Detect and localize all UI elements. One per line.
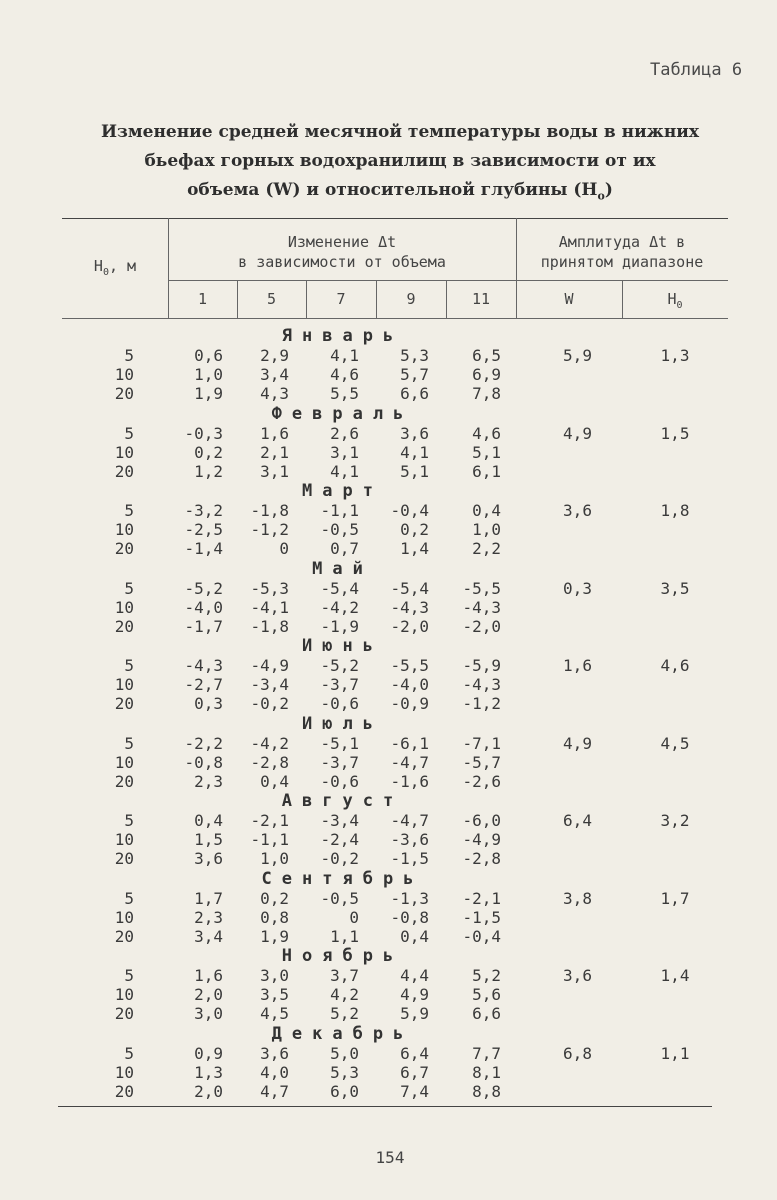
header-depth: $H_0$, м — [93, 257, 137, 278]
value-cell: -4,7 — [390, 811, 429, 830]
month-title: Август — [281, 791, 404, 811]
value-cell: -4,2 — [250, 733, 289, 753]
depth-cell: 5 — [124, 733, 134, 753]
value-cell: 4,3 — [260, 384, 289, 403]
amplitude-w-cell: 3,6 — [563, 966, 592, 985]
header-bottom-rule — [62, 318, 728, 319]
value-cell: -5,2 — [184, 578, 223, 598]
value-cell: -3,2 — [184, 501, 223, 520]
value-cell: -4,0 — [390, 675, 429, 694]
value-cell: -0,2 — [320, 849, 359, 868]
value-cell: 5,5 — [330, 384, 359, 403]
value-cell: 4,5 — [260, 1004, 289, 1023]
value-cell: 4,1 — [400, 442, 429, 462]
depth-cell: 20 — [114, 1004, 134, 1023]
value-cell: -1,8 — [250, 501, 289, 520]
value-cell: 0,4 — [194, 811, 223, 830]
header-mid-rule — [168, 280, 728, 281]
table-row — [0, 927, 777, 946]
month-title: Июнь — [302, 636, 383, 656]
value-cell: 0,9 — [194, 1043, 223, 1063]
value-cell: 3,4 — [194, 926, 223, 946]
value-cell: -7,1 — [462, 733, 501, 753]
table-row — [0, 598, 777, 617]
value-cell: 1,7 — [194, 888, 223, 908]
value-cell: -6,1 — [390, 733, 429, 753]
value-cell: -0,6 — [320, 771, 359, 791]
value-cell: 4,0 — [260, 1062, 289, 1082]
table-top-rule — [62, 218, 728, 219]
header-amp-w: W — [564, 290, 574, 308]
header-volume-11: 11 — [471, 290, 491, 308]
value-cell: 0,4 — [400, 926, 429, 946]
amplitude-h-cell: 1,8 — [660, 501, 690, 520]
value-cell: -3,4 — [250, 675, 289, 694]
depth-cell: 10 — [114, 520, 134, 539]
amplitude-h-cell: 1,5 — [660, 423, 690, 443]
value-cell: -4,2 — [320, 597, 359, 617]
value-cell: -5,5 — [390, 656, 429, 675]
value-cell: 6,6 — [472, 1004, 501, 1023]
value-cell: 2,9 — [260, 346, 289, 365]
value-cell: -0,6 — [320, 694, 359, 713]
value-cell: -5,2 — [320, 656, 359, 675]
depth-cell: 10 — [114, 1062, 134, 1082]
value-cell: 2,6 — [330, 423, 359, 443]
table-row — [0, 753, 777, 772]
page-number: 154 — [375, 1148, 405, 1167]
value-cell: 1,6 — [194, 966, 223, 985]
table-row — [0, 617, 777, 636]
value-cell: 2,1 — [260, 442, 289, 462]
value-cell: -2,5 — [184, 520, 223, 539]
value-cell: 0,8 — [260, 907, 289, 927]
value-cell: 3,0 — [194, 1004, 223, 1023]
amplitude-h-cell: 1,1 — [660, 1043, 690, 1063]
value-cell: 5,0 — [330, 1043, 359, 1063]
table-bottom-rule — [58, 1106, 712, 1107]
value-cell: 5,3 — [330, 1062, 359, 1082]
depth-cell: 20 — [114, 616, 134, 636]
value-cell: 0 — [279, 539, 289, 558]
table-row — [0, 849, 777, 868]
depth-cell: 20 — [114, 1081, 134, 1101]
value-cell: 2,0 — [194, 1081, 223, 1101]
value-cell: -1,3 — [390, 888, 429, 908]
depth-cell: 20 — [114, 926, 134, 946]
header-amp-h: $H_0$ — [667, 290, 683, 311]
value-cell: -0,8 — [184, 752, 223, 772]
value-cell: -2,1 — [250, 811, 289, 830]
value-cell: -2,1 — [462, 888, 501, 908]
value-cell: 3,6 — [194, 849, 223, 868]
value-cell: 8,8 — [472, 1081, 501, 1101]
amplitude-h-cell: 4,6 — [660, 656, 690, 675]
title-line-3: объема (W) и относительной глубины $(H_o)$ — [187, 180, 613, 203]
value-cell: -1,5 — [462, 907, 501, 927]
value-cell: 3,5 — [260, 985, 289, 1004]
value-cell: -3,7 — [320, 675, 359, 694]
depth-cell: 20 — [114, 461, 134, 481]
amplitude-h-cell: 1,3 — [660, 346, 690, 365]
value-cell: 6,6 — [400, 384, 429, 403]
header-volume-9: 9 — [406, 290, 416, 308]
value-cell: 6,4 — [400, 1043, 429, 1063]
value-cell: -1,2 — [250, 520, 289, 539]
depth-cell: 5 — [124, 966, 134, 985]
value-cell: -4,7 — [390, 752, 429, 772]
table-title — [70, 118, 730, 210]
value-cell: 1,0 — [260, 849, 289, 868]
amplitude-w-cell: 3,8 — [563, 888, 592, 908]
value-cell: 6,0 — [330, 1081, 359, 1101]
value-cell: -1,1 — [250, 830, 289, 849]
amplitude-w-cell: 4,9 — [563, 733, 592, 753]
value-cell: 1,6 — [260, 423, 289, 443]
table-row — [0, 675, 777, 694]
table-row — [0, 462, 777, 481]
month-title: Ноябрь — [281, 946, 404, 966]
value-cell: -4,9 — [250, 656, 289, 675]
value-cell: -3,7 — [320, 752, 359, 772]
value-cell: 6,1 — [472, 461, 501, 481]
value-cell: 4,7 — [260, 1081, 289, 1101]
value-cell: -0,3 — [184, 423, 223, 443]
value-cell: 3,1 — [330, 442, 359, 462]
value-cell: -4,9 — [462, 830, 501, 849]
amplitude-h-cell: 1,7 — [660, 888, 690, 908]
amplitude-w-cell: 1,6 — [563, 656, 592, 675]
month-title: Январь — [281, 326, 404, 346]
value-cell: 1,0 — [472, 520, 501, 539]
value-cell: 1,4 — [400, 539, 429, 558]
value-cell: 4,1 — [330, 346, 359, 365]
value-cell: -5,1 — [320, 733, 359, 753]
title-line-1: Изменение средней месячной температуры воды в нижних — [100, 122, 700, 142]
depth-cell: 5 — [124, 501, 134, 520]
value-cell: -2,7 — [184, 675, 223, 694]
value-cell: -1,9 — [320, 616, 359, 636]
depth-cell: 10 — [114, 830, 134, 849]
depth-cell: 20 — [114, 694, 134, 713]
value-cell: 7,8 — [472, 384, 501, 403]
value-cell: 0,7 — [330, 539, 359, 558]
depth-cell: 20 — [114, 849, 134, 868]
table-label: Таблица 6 — [650, 60, 743, 80]
value-cell: 5,2 — [330, 1004, 359, 1023]
table-row — [0, 520, 777, 539]
value-cell: 7,4 — [400, 1081, 429, 1101]
header-volume-1: 1 — [197, 290, 208, 308]
month-title: Февраль — [271, 403, 414, 424]
amplitude-h-cell: 1,4 — [660, 966, 690, 985]
value-cell: 3,6 — [260, 1043, 289, 1063]
amplitude-w-cell: 4,9 — [563, 423, 592, 443]
value-cell: 8,1 — [472, 1062, 501, 1082]
amplitude-w-cell: 5,9 — [563, 346, 592, 365]
depth-cell: 10 — [114, 752, 134, 772]
value-cell: -4,1 — [250, 597, 289, 617]
value-cell: -4,3 — [462, 675, 501, 694]
value-cell: -4,3 — [462, 597, 501, 617]
depth-cell: 10 — [114, 442, 134, 462]
amplitude-w-cell: 3,6 — [563, 501, 592, 520]
month-title: Май — [312, 558, 373, 579]
value-cell: -1,1 — [320, 501, 359, 520]
value-cell: -2,4 — [320, 830, 359, 849]
value-cell: 0,4 — [472, 501, 501, 520]
value-cell: -5,9 — [462, 656, 501, 675]
value-cell: 7,7 — [472, 1043, 501, 1063]
depth-cell: 5 — [124, 346, 134, 365]
depth-cell: 5 — [124, 1043, 134, 1063]
value-cell: 3,7 — [330, 966, 359, 985]
value-cell: -5,5 — [462, 578, 501, 598]
month-title: Июль — [302, 713, 383, 734]
value-cell: -4,0 — [184, 597, 223, 617]
month-title: Март — [302, 481, 383, 501]
value-cell: 0,4 — [260, 771, 289, 791]
depth-cell: 5 — [124, 811, 134, 830]
value-cell: -3,4 — [320, 811, 359, 830]
value-cell: 6,7 — [400, 1062, 429, 1082]
value-cell: -2,0 — [390, 616, 429, 636]
depth-cell: 10 — [114, 597, 134, 617]
value-cell: -4,3 — [390, 597, 429, 617]
value-cell: 3,0 — [260, 966, 289, 985]
table-row — [0, 830, 777, 849]
title-line-2: бьефах горных водохранилищ в зависимости от их — [144, 151, 656, 171]
value-cell: 2,0 — [194, 985, 223, 1004]
value-cell: -0,4 — [390, 501, 429, 520]
depth-cell: 5 — [124, 656, 134, 675]
depth-cell: 10 — [114, 675, 134, 694]
value-cell: -5,7 — [462, 752, 501, 772]
header-change: Изменение Δt в зависимости от объема — [238, 233, 446, 271]
amplitude-h-cell: 3,2 — [660, 811, 690, 830]
value-cell: 1,1 — [330, 926, 359, 946]
amplitude-w-cell: 0,3 — [563, 578, 592, 598]
depth-cell: 20 — [114, 539, 134, 558]
value-cell: 4,1 — [330, 461, 359, 481]
value-cell: 2,3 — [194, 907, 223, 927]
table-row — [0, 694, 777, 713]
value-cell: 4,9 — [400, 985, 429, 1004]
table-row — [0, 443, 777, 462]
value-cell: -2,6 — [462, 771, 501, 791]
value-cell: 4,4 — [400, 966, 429, 985]
value-cell: 0,2 — [400, 520, 429, 539]
depth-cell: 10 — [114, 365, 134, 384]
table-row — [0, 985, 777, 1004]
table-row — [0, 1082, 777, 1101]
table-row — [0, 1063, 777, 1082]
value-cell: 5,9 — [400, 1004, 429, 1023]
value-cell: 3,6 — [400, 423, 429, 443]
header-volume-5: 5 — [266, 290, 277, 308]
value-cell: -3,6 — [390, 830, 429, 849]
table-row — [0, 908, 777, 927]
value-cell: 3,4 — [260, 365, 289, 384]
table-row — [0, 539, 777, 558]
value-cell: -1,7 — [184, 616, 223, 636]
value-cell: 1,0 — [194, 365, 223, 384]
depth-cell: 5 — [124, 423, 134, 443]
value-cell: -1,8 — [250, 616, 289, 636]
depth-cell: 10 — [114, 907, 134, 927]
header-amplitude: Амплитуда Δt в принятом диапазоне — [540, 233, 704, 271]
header-volume-7: 7 — [336, 290, 346, 308]
table-row — [0, 1004, 777, 1023]
value-cell: -0,8 — [390, 907, 429, 927]
value-cell: 5,3 — [400, 346, 429, 365]
amplitude-h-cell: 3,5 — [660, 578, 690, 598]
amplitude-h-cell: 4,5 — [660, 733, 690, 753]
month-title: Сентябрь — [261, 868, 424, 889]
value-cell: 0,6 — [194, 346, 223, 365]
month-title: Декабрь — [271, 1023, 414, 1044]
value-cell: 1,9 — [194, 384, 223, 403]
value-cell: -6,0 — [462, 811, 501, 830]
table-row — [0, 384, 777, 403]
value-cell: 0,2 — [260, 888, 289, 908]
value-cell: 1,9 — [260, 926, 289, 946]
value-cell: 2,2 — [472, 539, 501, 558]
value-cell: -0,5 — [320, 520, 359, 539]
depth-cell: 5 — [124, 578, 134, 598]
depth-cell: 10 — [114, 985, 134, 1004]
value-cell: 5,2 — [472, 966, 501, 985]
value-cell: -1,2 — [462, 694, 501, 713]
table-row — [0, 772, 777, 791]
value-cell: -0,2 — [250, 694, 289, 713]
value-cell: -5,4 — [390, 578, 429, 598]
value-cell: 4,6 — [330, 365, 359, 384]
value-cell: 6,9 — [472, 365, 501, 384]
depth-cell: 20 — [114, 771, 134, 791]
value-cell: -5,3 — [250, 578, 289, 598]
value-cell: 5,7 — [400, 365, 429, 384]
value-cell: -1,4 — [184, 539, 223, 558]
value-cell: 4,2 — [330, 985, 359, 1004]
value-cell: 0,3 — [194, 694, 223, 713]
value-cell: 6,5 — [472, 346, 501, 365]
value-cell: 1,3 — [194, 1062, 223, 1082]
depth-cell: 5 — [124, 888, 134, 908]
value-cell: -5,4 — [320, 578, 359, 598]
table-row — [0, 365, 777, 384]
value-cell: 4,6 — [472, 423, 501, 443]
value-cell: 0 — [349, 907, 359, 927]
value-cell: -0,9 — [390, 694, 429, 713]
value-cell: -2,8 — [250, 752, 289, 772]
value-cell: -2,2 — [184, 733, 223, 753]
value-cell: -1,5 — [390, 849, 429, 868]
depth-cell: 20 — [114, 384, 134, 403]
amplitude-w-cell: 6,8 — [563, 1043, 592, 1063]
value-cell: 5,1 — [472, 442, 501, 462]
value-cell: 5,1 — [400, 461, 429, 481]
value-cell: -2,8 — [462, 849, 501, 868]
value-cell: -1,6 — [390, 771, 429, 791]
value-cell: 0,2 — [194, 442, 223, 462]
value-cell: -2,0 — [462, 616, 501, 636]
value-cell: 3,1 — [260, 461, 289, 481]
value-cell: 2,3 — [194, 771, 223, 791]
value-cell: 5,6 — [472, 985, 501, 1004]
value-cell: -0,4 — [462, 926, 501, 946]
value-cell: 1,5 — [194, 830, 223, 849]
amplitude-w-cell: 6,4 — [563, 811, 592, 830]
value-cell: 1,2 — [194, 461, 223, 481]
value-cell: -0,5 — [320, 888, 359, 908]
value-cell: -4,3 — [184, 656, 223, 675]
